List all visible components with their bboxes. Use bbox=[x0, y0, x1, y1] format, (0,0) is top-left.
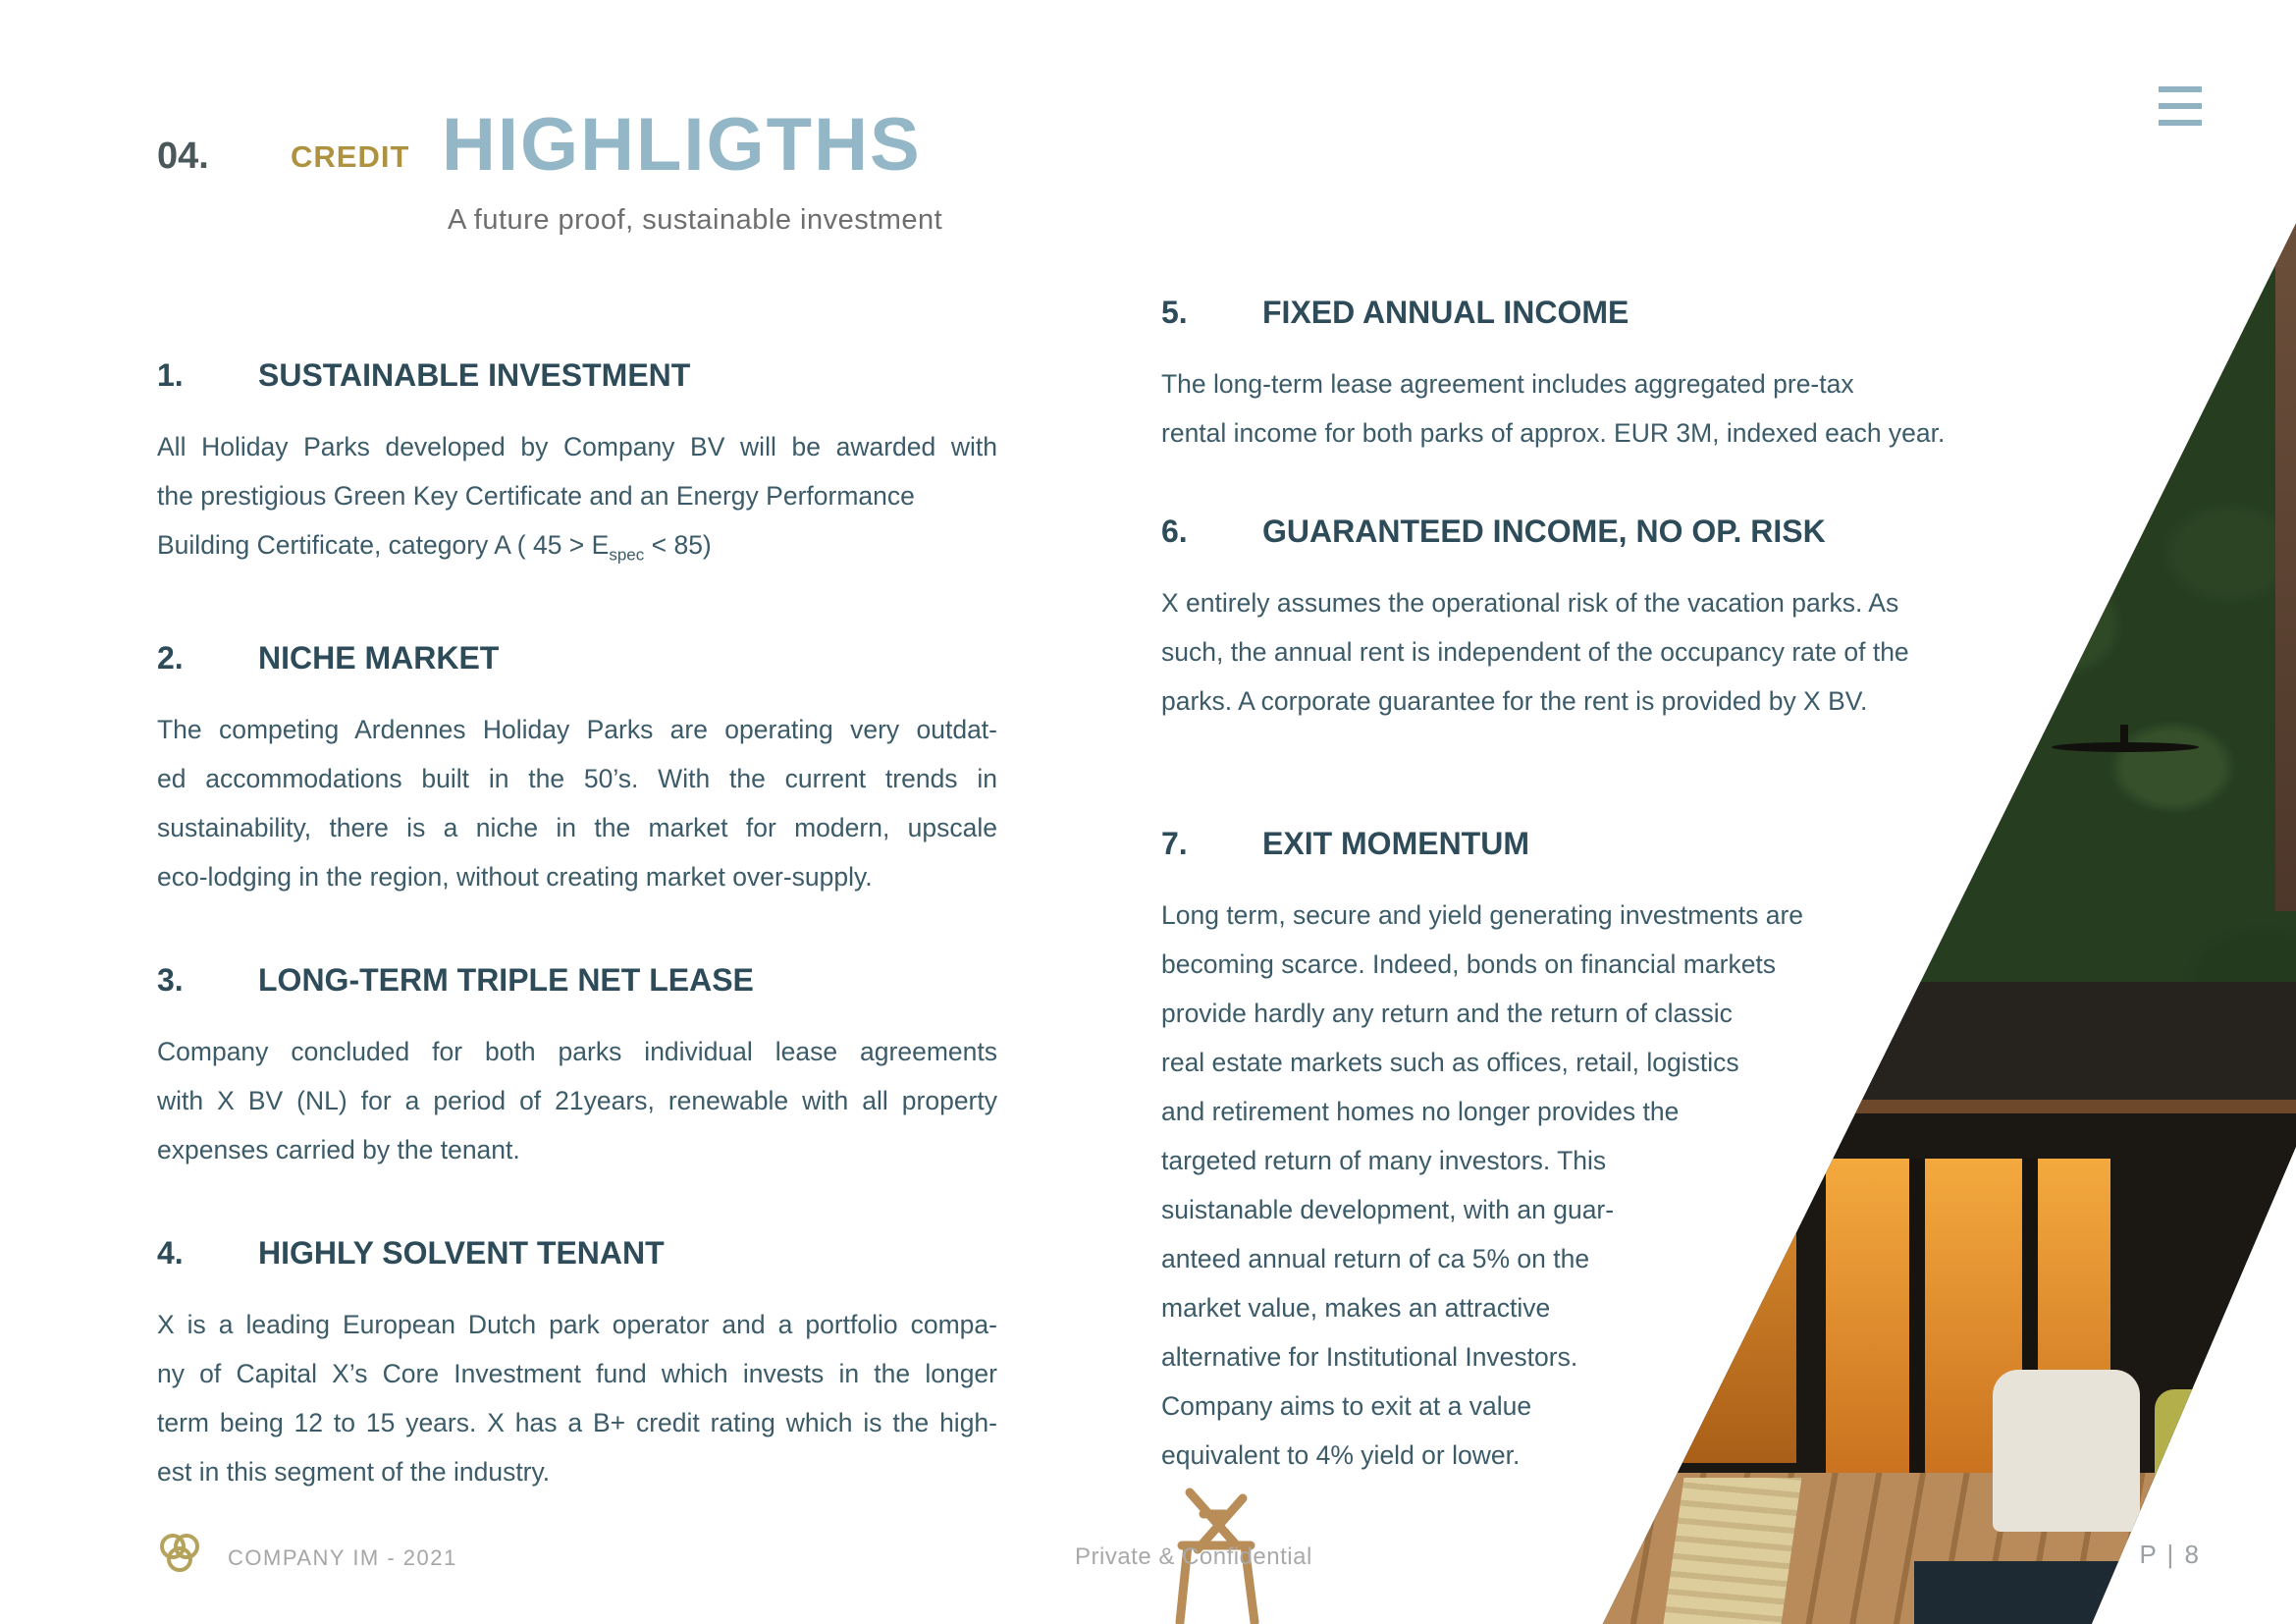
tree-trunk bbox=[2275, 224, 2296, 911]
section-title: NICHE MARKET bbox=[258, 640, 500, 677]
section-title: SUSTAINABLE INVESTMENT bbox=[258, 357, 691, 393]
kicker-label: CREDIT bbox=[291, 139, 410, 174]
text-line: Company concluded for both parks individual lease agreements bbox=[157, 1037, 997, 1067]
text-line: becoming scarce. Indeed, bonds on financial markets bbox=[1161, 949, 1777, 979]
section-number: 7. bbox=[1161, 826, 1188, 861]
section-body bbox=[157, 1027, 997, 1174]
section-solvent-tenant bbox=[157, 1233, 997, 1496]
section-heading bbox=[157, 1233, 997, 1272]
text-line: The competing Ardennes Holiday Parks are operating very outdat- bbox=[157, 715, 997, 745]
section-number: 6. bbox=[1161, 514, 1188, 549]
text-line: targeted return of many investors. This bbox=[1161, 1146, 1607, 1175]
text-line: eco-lodging in the region, without creating market over-supply. bbox=[157, 862, 873, 893]
text-line: X entirely assumes the operational risk of the vacation parks. As bbox=[1161, 588, 1899, 618]
text-line: market value, makes an attractive bbox=[1161, 1293, 1551, 1323]
text-line: and retirement homes no longer provides the bbox=[1161, 1097, 1680, 1126]
section-heading bbox=[1161, 824, 2011, 863]
formula-post: < 85) bbox=[644, 530, 712, 560]
formula-pre: Building Certificate, category A ( 45 > E bbox=[157, 530, 610, 560]
menu-bar bbox=[2159, 86, 2202, 92]
section-number: 2. bbox=[157, 640, 184, 677]
section-heading bbox=[157, 960, 997, 1000]
text-line: est in this segment of the industry. bbox=[157, 1457, 551, 1488]
section-fixed-annual-income bbox=[1161, 293, 2011, 458]
page-title: HIGHLIGTHS bbox=[442, 103, 922, 187]
text-line: X is a leading European Dutch park operator and a portfolio compa- bbox=[157, 1310, 997, 1340]
text-line: Company aims to exit at a value bbox=[1161, 1391, 1532, 1421]
section-title: LONG-TERM TRIPLE NET LEASE bbox=[258, 962, 754, 999]
section-sustainable-investment bbox=[157, 355, 997, 579]
section-number: 4. bbox=[157, 1235, 184, 1272]
section-body bbox=[1161, 578, 2011, 726]
text-line: equivalent to 4% yield or lower. bbox=[1161, 1440, 1521, 1470]
section-exit-momentum bbox=[1161, 824, 2011, 1480]
right-column bbox=[1161, 293, 2011, 1539]
text-line: suistanable development, with an guar- bbox=[1161, 1195, 1615, 1224]
company-logo bbox=[154, 1528, 205, 1579]
section-niche-market bbox=[157, 638, 997, 901]
text-line: expenses carried by the tenant. bbox=[157, 1135, 520, 1165]
section-number: 1. bbox=[157, 357, 184, 393]
section-heading bbox=[1161, 512, 2011, 551]
section-guaranteed-income bbox=[1161, 512, 2011, 726]
menu-bar bbox=[2159, 120, 2202, 126]
energy-formula bbox=[157, 520, 997, 579]
section-triple-net-lease bbox=[157, 960, 997, 1174]
section-heading bbox=[157, 355, 997, 395]
text-line: ed accommodations built in the 50’s. With the current trends in bbox=[157, 764, 997, 794]
footer-company: COMPANY IM - 2021 bbox=[228, 1545, 457, 1570]
page-subtitle: A future proof, sustainable investment bbox=[448, 204, 943, 236]
left-column bbox=[157, 355, 997, 1555]
text-line: The long-term lease agreement includes aggregated pre-tax bbox=[1161, 369, 1854, 399]
text-line: such, the annual rent is independent of the occupancy rate of the bbox=[1161, 637, 1909, 667]
menu-bar bbox=[2159, 103, 2202, 109]
text-line: rental income for both parks of approx. EUR 3M, indexed each year. bbox=[1161, 418, 1946, 448]
olive-chair bbox=[2155, 1389, 2263, 1537]
white-armchair bbox=[1993, 1370, 2140, 1532]
menu-icon[interactable] bbox=[2159, 86, 2202, 126]
section-title: GUARANTEED INCOME, NO OP. RISK bbox=[1262, 514, 1826, 549]
section-heading bbox=[1161, 293, 2011, 332]
section-body bbox=[157, 422, 997, 520]
section-title: HIGHLY SOLVENT TENANT bbox=[258, 1235, 665, 1272]
section-number: 5. bbox=[1161, 295, 1188, 330]
text-line: sustainability, there is a niche in the market for modern, upscale bbox=[157, 813, 997, 843]
text-line: term being 12 to 15 years. X has a B+ credit rating which is the high- bbox=[157, 1408, 997, 1438]
header bbox=[157, 103, 1041, 257]
section-body bbox=[1161, 891, 2011, 1480]
text-line: anteed annual return of ca 5% on the bbox=[1161, 1244, 1590, 1273]
footer-page-number: P | 8 bbox=[2139, 1540, 2201, 1569]
text-line: real estate markets such as offices, retail, logistics bbox=[1161, 1048, 1739, 1077]
text-line: with X BV (NL) for a period of 21years, renewable with all property bbox=[157, 1086, 997, 1116]
dark-planter bbox=[1914, 1561, 2120, 1624]
section-body bbox=[157, 1300, 997, 1496]
section-body bbox=[157, 705, 997, 901]
section-title: EXIT MOMENTUM bbox=[1262, 826, 1529, 861]
text-line: the prestigious Green Key Certificate and an Energy Performance bbox=[157, 481, 915, 511]
ceiling-fan bbox=[2052, 742, 2199, 752]
text-line: parks. A corporate guarantee for the rent is provided by X BV. bbox=[1161, 686, 1868, 716]
text-line: Long term, secure and yield generating investments are bbox=[1161, 900, 1804, 930]
text-line: provide hardly any return and the return of classic bbox=[1161, 999, 1733, 1028]
text-line: ny of Capital X’s Core Investment fund which invests in the longer bbox=[157, 1359, 997, 1389]
section-title: FIXED ANNUAL INCOME bbox=[1262, 295, 1629, 330]
section-body bbox=[1161, 359, 2011, 458]
formula-subscript: spec bbox=[609, 545, 645, 565]
chapter-number: 04. bbox=[157, 135, 209, 177]
text-line: alternative for Institutional Investors. bbox=[1161, 1342, 1578, 1372]
section-heading bbox=[157, 638, 997, 677]
footer-confidential: Private & Confidential bbox=[1075, 1543, 1312, 1570]
section-number: 3. bbox=[157, 962, 184, 999]
text-line: All Holiday Parks developed by Company BV will be awarded with bbox=[157, 432, 997, 461]
